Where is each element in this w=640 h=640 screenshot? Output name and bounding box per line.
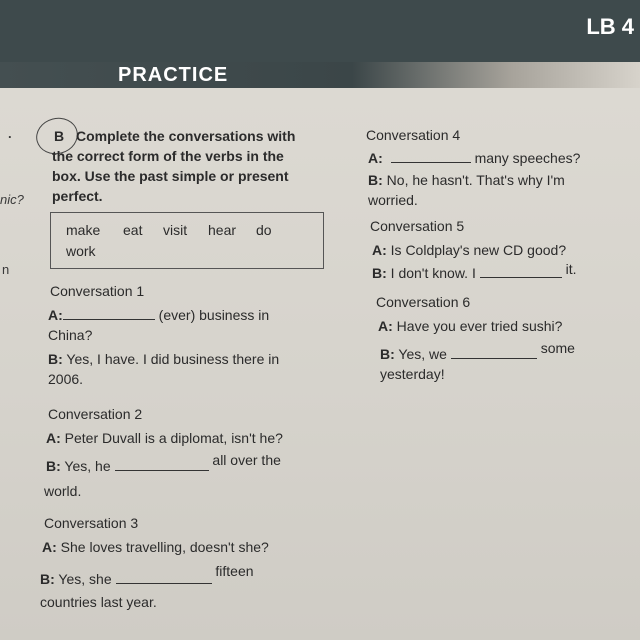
answer-blank[interactable] [115,457,209,471]
verb-box [50,212,324,269]
response-text-end: all over the [212,452,281,468]
conversation-4-line-a [368,148,580,168]
conversation-5-title: Conversation 5 [370,218,465,234]
speaker-b-label: B: [372,265,387,281]
conversation-2-title: Conversation 2 [48,406,143,422]
margin-dot: . [8,126,12,141]
conversation-1-line-b [48,349,279,369]
conversation-2-line-b [46,452,281,476]
conversation-2-line-a [46,428,283,448]
section-bar [0,62,640,88]
header-bar [0,0,640,62]
speaker-b-label: B: [380,346,395,362]
prompt-text: many speeches? [474,150,581,166]
speaker-a-label: A: [42,539,57,555]
instruction-line-4: perfect. [52,188,103,204]
conversation-4-title: Conversation 4 [366,127,461,143]
conversation-3-line-b-cont: countries last year. [40,594,157,610]
conversation-1-line-b-cont: 2006. [48,371,84,387]
conversation-1-title: Conversation 1 [50,283,145,299]
exercise-letter: B [54,128,65,144]
speaker-a-label: A: [378,318,393,334]
section-title: PRACTICE [118,64,229,86]
conversation-3-line-b [40,563,254,589]
response-text-end: some [540,340,575,356]
answer-blank[interactable] [391,149,471,163]
response-text: Yes, she [58,571,112,587]
answer-blank[interactable] [480,264,562,278]
margin-text-nic: nic? [0,192,24,207]
conversation-6-title: Conversation 6 [376,294,471,310]
response-text: No, he hasn't. That's why I'm [386,172,565,188]
answer-blank[interactable] [451,345,537,359]
conversation-5-line-a [372,240,566,260]
response-text: Yes, I have. I did business there in [66,351,280,367]
instruction-line-1: Complete the conversations with [76,128,296,144]
verb-visit: visit [163,222,188,238]
response-text: I don't know. I [390,265,476,281]
response-text-end: it. [565,261,577,277]
verb-hear: hear [208,222,237,238]
unit-label: LB 4 [586,14,634,39]
instruction-line-2: the correct form of the verbs in the [52,148,284,164]
verb-make: make [66,222,101,238]
prompt-text: Is Coldplay's new CD good? [390,242,567,258]
conversation-6-line-a [378,316,562,336]
speaker-a-label: A: [368,150,383,166]
response-text: Yes, he [64,458,111,474]
prompt-text: Peter Duvall is a diplomat, isn't he? [64,430,283,446]
conversation-6-line-b-cont: yesterday! [380,366,445,382]
response-text-end: fifteen [215,563,254,579]
instruction-line-3: box. Use the past simple or present [52,168,289,184]
speaker-b-label: B: [46,458,61,474]
speaker-b-label: B: [368,172,383,188]
speaker-b-label: B: [48,351,63,367]
verb-work: work [66,243,96,259]
conversation-4-line-b-cont: worried. [368,192,418,208]
speaker-a-label: A: [48,307,63,323]
conversation-1-line-a [48,305,269,325]
conversation-6-line-b [380,340,575,364]
conversation-2-line-b-cont: world. [44,483,82,499]
speaker-a-label: A: [372,242,387,258]
prompt-text: She loves travelling, doesn't she? [60,539,269,555]
verb-eat: eat [123,222,143,238]
conversation-4-line-b [368,170,565,190]
conversation-3-line-a [42,537,269,557]
conversation-3-title: Conversation 3 [44,515,139,531]
margin-text-n: n [2,262,10,277]
prompt-text: Have you ever tried sushi? [396,318,563,334]
response-text: Yes, we [398,346,447,362]
answer-blank[interactable] [63,306,155,320]
speaker-b-label: B: [40,571,55,587]
conversation-1-line-a-cont: China? [48,327,93,343]
answer-blank[interactable] [116,570,212,584]
speaker-a-label: A: [46,430,61,446]
prompt-text: (ever) business in [158,307,270,323]
conversation-5-line-b [372,263,577,283]
verb-do: do [256,222,272,238]
